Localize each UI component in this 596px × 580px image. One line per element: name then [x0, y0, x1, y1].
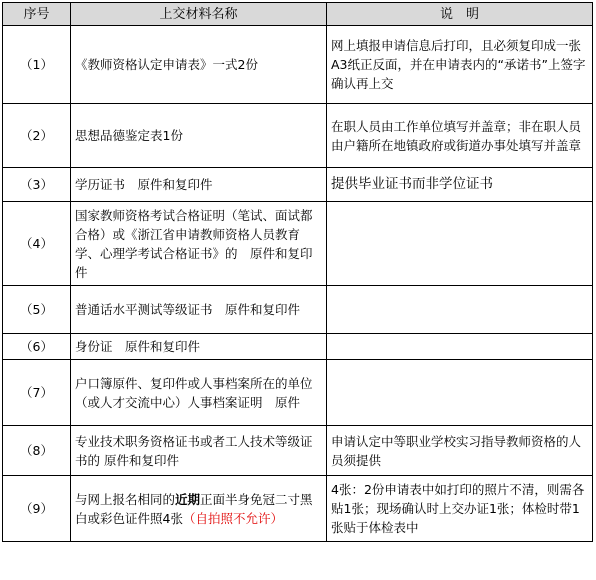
table-row: [3, 360, 593, 426]
table-row: [3, 104, 593, 168]
row-number: （8）: [3, 426, 71, 476]
row-material: 户口簿原件、复印件或人事档案所在的单位（或人才交流中心）人事档案证明 原件: [71, 360, 327, 426]
table-row: [3, 26, 593, 104]
row-number: （7）: [3, 360, 71, 426]
row-material: 思想品德鉴定表1份: [71, 104, 327, 168]
row-note: 提供毕业证书而非学位证书: [327, 168, 593, 202]
table-row: [3, 286, 593, 334]
photo-recent-emphasis: 近期: [175, 491, 201, 507]
photo-selfie-warning: （自拍照不允许）: [182, 510, 283, 526]
photo-req-text: 与网上报名相同的: [75, 491, 176, 507]
row-note: [327, 202, 593, 286]
row-material: 普通话水平测试等级证书 原件和复印件: [71, 286, 327, 334]
row-number: （3）: [3, 168, 71, 202]
row-number: （2）: [3, 104, 71, 168]
row-note: 4张：2份申请表中如打印的照片不清，则需各贴1张；现场确认时上交办证1张；体检时带1张贴于体检表中: [327, 476, 593, 542]
row-material: 专业技术职务资格证书或者工人技术等级证书的 原件和复印件: [71, 426, 327, 476]
row-note: 申请认定中等职业学校实习指导教师资格的人员须提供: [327, 426, 593, 476]
row-material: 身份证 原件和复印件: [71, 334, 327, 360]
row-number: （6）: [3, 334, 71, 360]
row-material: 学历证书 原件和复印件: [71, 168, 327, 202]
row-note: [327, 286, 593, 334]
row-note: 在职人员由工作单位填写并盖章；非在职人员由户籍所在地镇政府或街道办事处填写并盖章: [327, 104, 593, 168]
header-number: 序号: [3, 3, 71, 26]
row-note: 网上填报申请信息后打印，且必须复印成一张A3纸正反面，并在申请表内的“承诺书”上签字确认再上交: [327, 26, 593, 104]
row-material: 国家教师资格考试合格证明（笔试、面试都合格）或《浙江省申请教师资格人员教育学、心理学考试合格证书》的 原件和复印件: [71, 202, 327, 286]
table-row: [3, 202, 593, 286]
row-number: （5）: [3, 286, 71, 334]
row-number: （4）: [3, 202, 71, 286]
row-number: （9）: [3, 476, 71, 542]
materials-table: [2, 2, 593, 542]
row-material: [71, 476, 327, 542]
header-note: 说 明: [327, 3, 593, 26]
header-material: 上交材料名称: [71, 3, 327, 26]
row-number: （1）: [3, 26, 71, 104]
table-row: [3, 426, 593, 476]
table-row: [3, 168, 593, 202]
table-header-row: [3, 3, 593, 26]
row-note: [327, 334, 593, 360]
row-material: 《教师资格认定申请表》一式2份: [71, 26, 327, 104]
table-row: [3, 476, 593, 542]
table-row: [3, 334, 593, 360]
row-note: [327, 360, 593, 426]
photo-spec-text: 正面半身免冠二寸黑白或彩色证件照4张: [75, 491, 313, 526]
